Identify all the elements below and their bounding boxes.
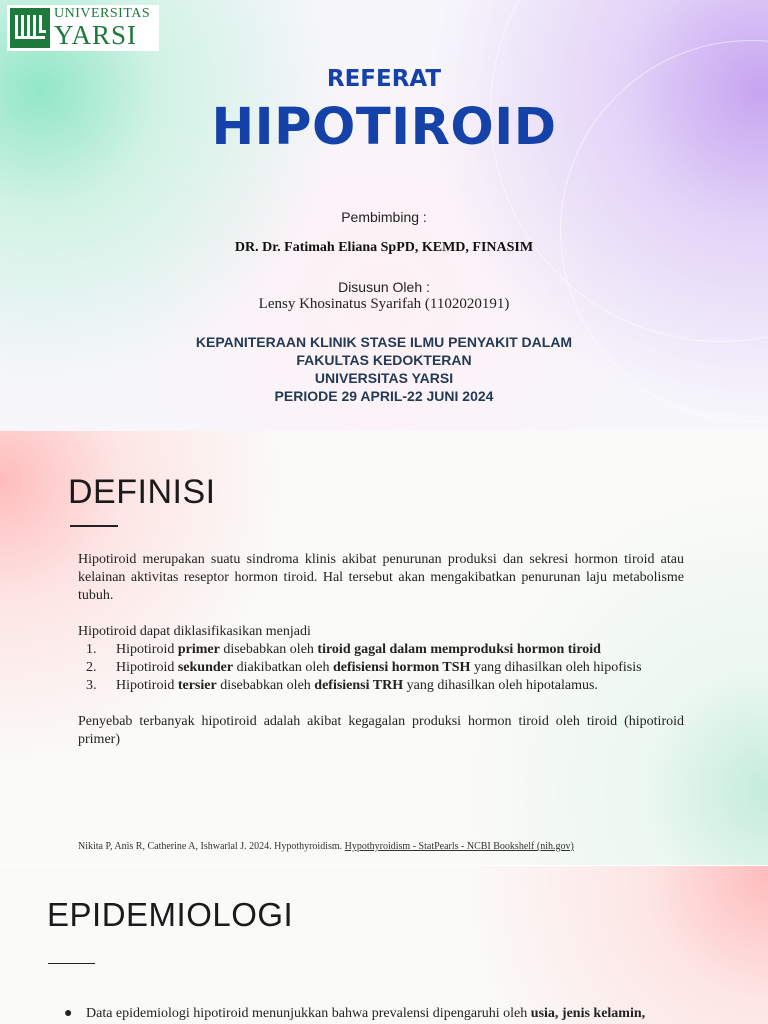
cause-paragraph: Penyebab terbanyak hipotiroid adalah akibat kegagalan produksi hormon tiroid oleh tiroid (hipotiroid primer) — [78, 714, 684, 747]
bullet-dot-icon: ● — [64, 1006, 73, 1021]
pembimbing-name: DR. Dr. Fatimah Eliana SpPD, KEMD, FINASIM — [234, 240, 534, 255]
logo-line2: YARSI — [54, 20, 138, 50]
logo-line1: UNIVERSITAS — [54, 6, 151, 21]
institution-line: PERIODE 29 APRIL-22 JUNI 2024 — [274, 388, 494, 404]
epidemiologi-slide — [0, 866, 768, 1024]
author-name: Lensy Khosinatus Syarifah (1102020191) — [258, 296, 510, 312]
institution-line: UNIVERSITAS YARSI — [314, 370, 454, 386]
heading-underline — [70, 525, 118, 527]
yarsi-logo — [7, 5, 159, 51]
yarsi-emblem-icon — [10, 8, 50, 48]
disusun-label: Disusun Oleh : — [338, 279, 430, 295]
list-item: 1. Hipotiroid primer disebabkan oleh tiroid gagal dalam memproduksi hormon tiroid — [86, 642, 601, 657]
classification-list — [78, 623, 698, 695]
list-item: 2. Hipotiroid sekunder diakibatkan oleh defisiensi hormon TSH yang dihasilkan oleh hipofisis — [86, 660, 642, 675]
list-item: 3. Hipotiroid tersier disebabkan oleh defisiensi TRH yang dihasilkan oleh hipotalamus. — [86, 678, 598, 693]
reference-citation: Nikita P, Anis R, Catherine A, Ishwarlal J. 2024. Hypothyroidism. Hypothyroidism - StatPearls - NCBI Bookshelf (nih.gov) — [78, 841, 574, 852]
definition-paragraph: Hipotiroid merupakan suatu sindroma klinis akibat penurunan produksi dan sekresi hormon tiroid atau kelainan aktivitas reseptor hormon tiroid. Hal tersebut akan mengakibatkan penurunan laju metabolisme tubuh. — [78, 552, 684, 603]
list-intro: Hipotiroid dapat diklasifikasikan menjadi — [78, 624, 311, 639]
section-heading: EPIDEMIOLOGI — [47, 896, 294, 933]
institution-block — [0, 333, 768, 405]
section-heading: DEFINISI — [68, 473, 216, 511]
reference-link[interactable]: Hypothyroidism - StatPearls - NCBI Bookshelf (nih.gov) — [344, 841, 574, 852]
definisi-slide — [0, 431, 768, 865]
slide-subtitle: REFERAT — [326, 66, 442, 92]
list-item: ● Data epidemiologi hipotiroid menunjukkan bahwa prevalensi dipengaruhi oleh usia, jenis kelamin, — [64, 1006, 646, 1021]
institution-line: KEPANITERAAN KLINIK STASE ILMU PENYAKIT DALAM — [195, 334, 573, 350]
institution-line: FAKULTAS KEDOKTERAN — [296, 352, 472, 368]
pembimbing-label: Pembimbing : — [341, 209, 427, 225]
title-slide — [0, 0, 768, 431]
heading-underline — [48, 963, 95, 964]
slide-title: HIPOTIROID — [211, 98, 557, 157]
